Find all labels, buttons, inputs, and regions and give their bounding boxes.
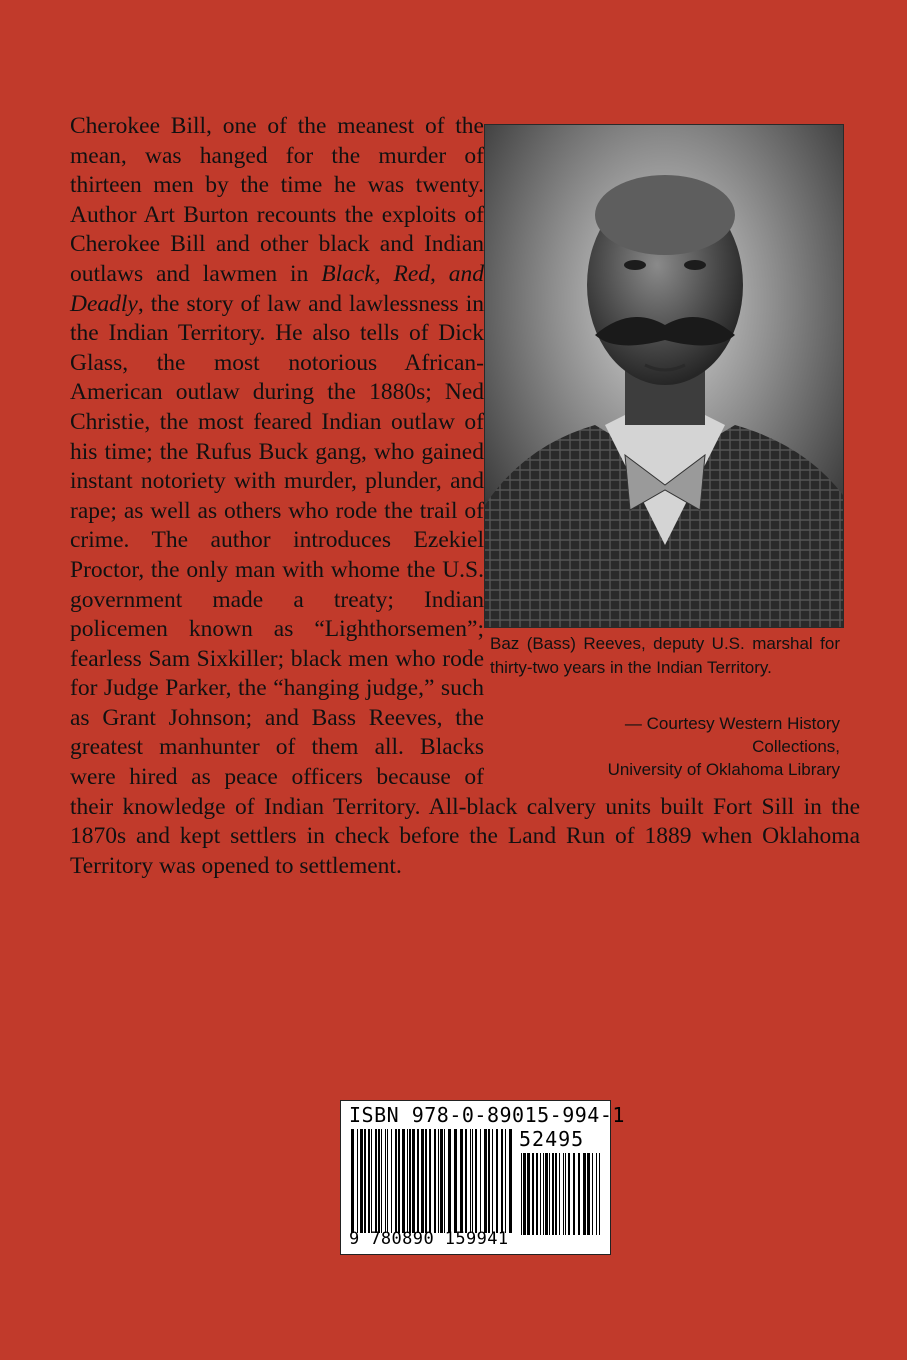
barcode-bar — [592, 1153, 593, 1235]
barcode-bar — [395, 1129, 397, 1233]
barcode-bar — [434, 1129, 436, 1233]
barcode-bar — [545, 1153, 548, 1235]
addon-barcode-bars — [521, 1153, 603, 1235]
barcode-bar — [351, 1129, 354, 1233]
barcode-bar — [536, 1153, 538, 1235]
barcode-bar — [496, 1129, 498, 1233]
barcode-bar — [568, 1153, 570, 1235]
barcode-bar — [565, 1153, 566, 1235]
barcode-bar — [480, 1129, 481, 1233]
portrait-illustration — [485, 125, 843, 627]
barcode-bar — [484, 1129, 487, 1233]
ean-digits: 9 780890 159941 — [349, 1229, 509, 1249]
barcode-bar — [438, 1129, 439, 1233]
barcode-bar — [381, 1129, 382, 1233]
barcode-bar — [444, 1129, 445, 1233]
credit-line-3: University of Oklahoma Library — [607, 760, 840, 779]
credit-line-1: — Courtesy Western History — [624, 714, 840, 733]
barcode-bar — [454, 1129, 457, 1233]
barcode-bar — [555, 1153, 557, 1235]
barcode-bar — [409, 1129, 411, 1233]
barcode-bar — [523, 1153, 526, 1235]
barcode-bar — [540, 1153, 541, 1235]
barcode-bar — [360, 1129, 363, 1233]
barcode-bar — [378, 1129, 380, 1233]
barcode-bar — [578, 1153, 580, 1235]
barcode-bar — [407, 1129, 408, 1233]
barcode-bar — [425, 1129, 427, 1233]
barcode-bar — [387, 1129, 388, 1233]
barcode-bar — [599, 1153, 600, 1235]
isbn-barcode — [340, 1100, 625, 1255]
barcode-bar — [368, 1129, 370, 1233]
barcode-bar — [398, 1129, 400, 1233]
barcode-bar — [371, 1129, 372, 1233]
barcode-bar — [465, 1129, 467, 1233]
isbn-number: ISBN 978-0-89015-994-1 — [349, 1103, 625, 1127]
barcode-bar — [448, 1129, 451, 1233]
barcode-bar — [429, 1129, 431, 1233]
barcode-bar — [460, 1129, 463, 1233]
barcode-bar — [375, 1129, 377, 1233]
barcode-bar — [563, 1153, 564, 1235]
barcode-bar — [391, 1129, 392, 1233]
photo-caption: Baz (Bass) Reeves, deputy U.S. marshal for thirty-two years in the Indian Territory. — [490, 634, 840, 677]
barcode-bar — [549, 1153, 550, 1235]
barcode-bar — [532, 1153, 534, 1235]
barcode-bar — [417, 1129, 419, 1233]
barcode-bar — [587, 1153, 590, 1235]
blurb-text-part-1: Cherokee Bill, one of the meanest of the mean, was hanged for the murder of thirteen men by the time he was twenty. Author Art Burton recounts the exploits of Cherokee Bill and other black and Indian outlaws and lawmen in — [70, 113, 484, 287]
barcode-bar — [505, 1129, 506, 1233]
credit-line-2: Collections, — [752, 737, 840, 756]
blurb-text-part-2: , the story of law and lawlessness in the Indian Territory. He also tells of Dick Glass, the most notorious African-American outlaw during the 1880s; Ned Christie, the most feared Indian outlaw of his time; the Rufus Buck gang, who gained instant notoriety with murder, plunder, and rape; as well as others who rode the trail of crime. The author introduces Ezekiel Proctor, the only man with whome the U.S. government made a treaty; Indian policemen known as “Lighthorsemen”; fearless Sam Sixkiller; black men who rode for Judge Parker, the “hanging judge,” such as Grant Johnson; and Bass Reeves, the greatest manhunter of them all. Blacks were hired as peace officers because of their knowledge of Indian Territory. All-black calvery units built Fort Sill in the 1870s and kept settlers in check before the Land Run of 1889 when Oklahoma Territory was opened to settlement. — [70, 290, 860, 879]
barcode-bar — [488, 1129, 490, 1233]
photo-credit — [520, 712, 840, 781]
barcode-bar — [412, 1129, 415, 1233]
barcode-bar — [440, 1129, 443, 1233]
barcode-bar — [583, 1153, 586, 1235]
barcode-bar — [357, 1129, 358, 1233]
barcode-bar — [385, 1129, 386, 1233]
barcode-bar — [475, 1129, 477, 1233]
price-addon-number: 52495 — [519, 1127, 585, 1151]
barcode-bar — [559, 1153, 560, 1235]
barcode-bar — [543, 1153, 544, 1235]
barcode-bar — [501, 1129, 503, 1233]
barcode-bar — [421, 1129, 424, 1233]
barcode-bar — [596, 1153, 597, 1235]
barcode-bar — [364, 1129, 366, 1233]
barcode-bar — [573, 1153, 575, 1235]
portrait-photo — [484, 124, 844, 628]
ean-barcode-bars — [351, 1129, 513, 1233]
barcode-bar — [470, 1129, 471, 1233]
barcode-bar — [402, 1129, 405, 1233]
barcode-bar — [492, 1129, 493, 1233]
barcode-bar — [509, 1129, 512, 1233]
barcode-bar — [552, 1153, 554, 1235]
barcode-bar — [521, 1153, 522, 1235]
barcode-bar — [527, 1153, 530, 1235]
barcode-bar — [472, 1129, 473, 1233]
book-title-italic: Black, Red, and Deadly — [70, 260, 484, 317]
